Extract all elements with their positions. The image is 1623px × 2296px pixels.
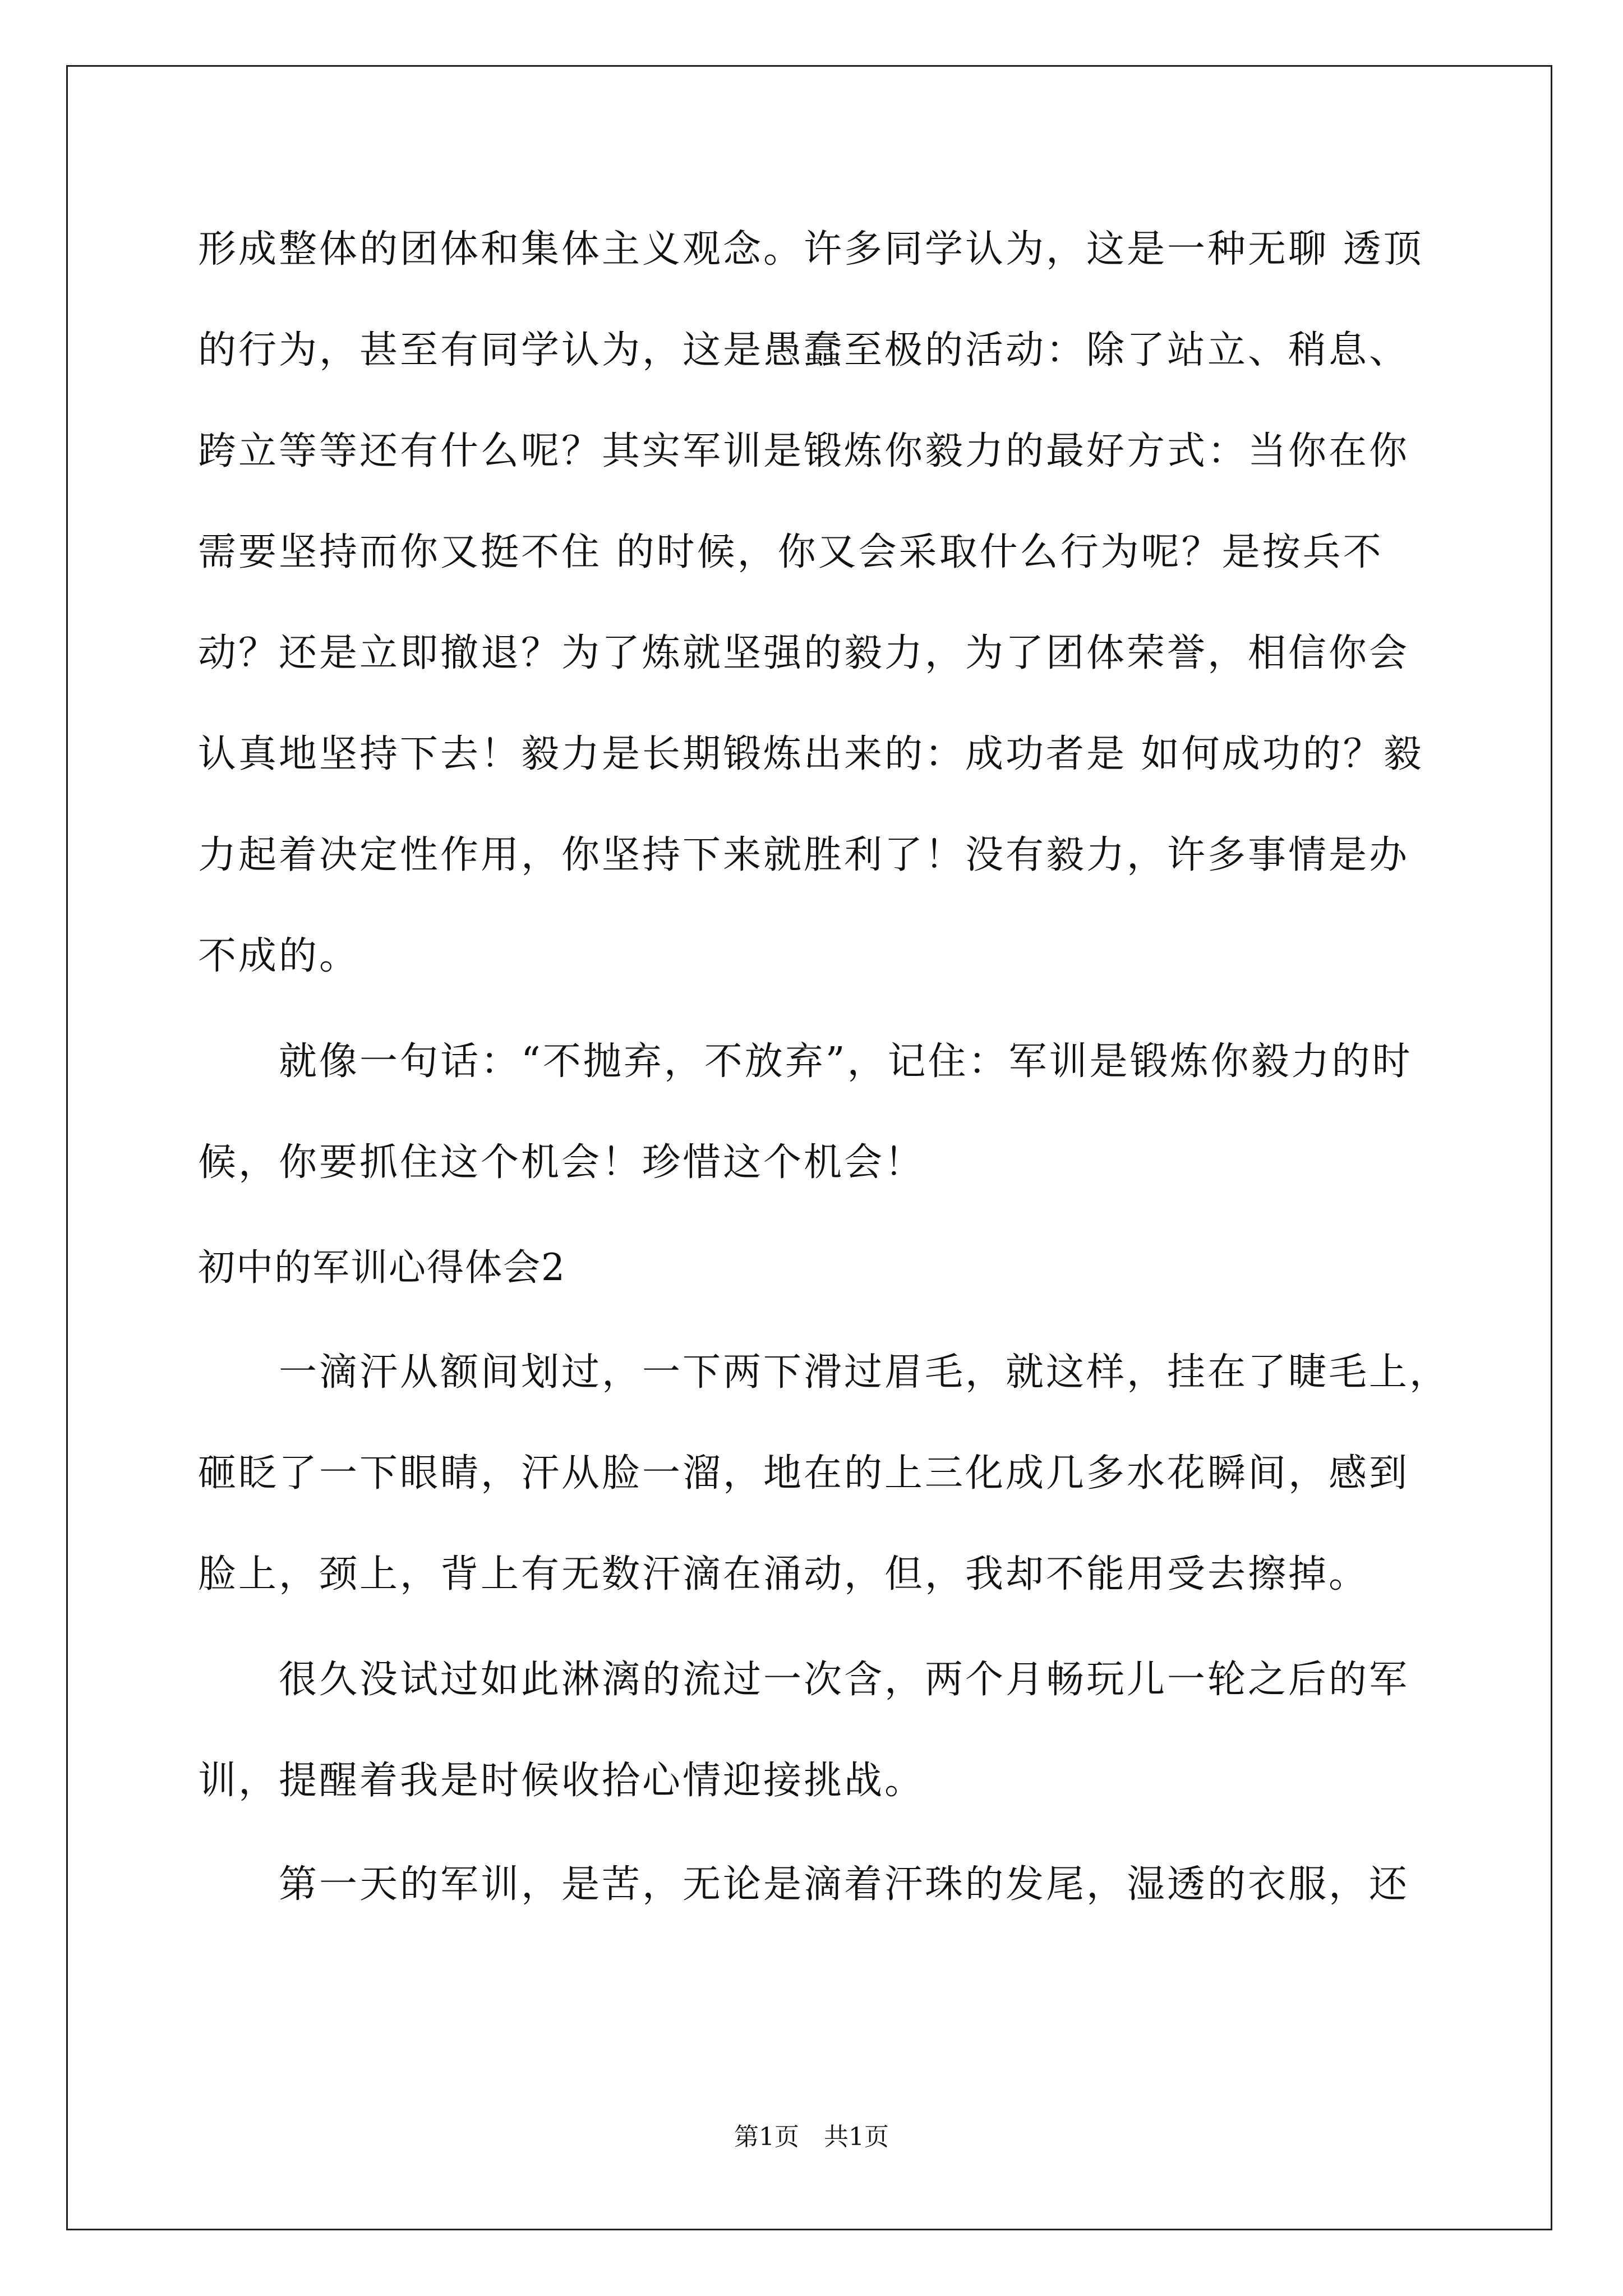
paragraph-line: 一滴汗从额间划过，一下两下滑过眉毛，就这样，挂在了睫毛上，: [198, 1350, 1450, 1395]
paragraph-line: 不成的。: [198, 934, 360, 978]
paragraph-line: 力起着决定性作用，你坚持下来就胜利了！没有毅力，许多事情是办: [198, 833, 1410, 877]
paragraph-line: 动？还是立即撤退？为了炼就坚强的毅力，为了团体荣誉，相信你会: [198, 631, 1410, 675]
page-number: 第1页 共1页: [734, 2123, 889, 2151]
paragraph-line: 很久没试过如此淋漓的流过一次含，两个月畅玩儿一轮之后的军: [198, 1658, 1410, 1702]
paragraph-line: 脸上，颈上，背上有无数汗滴在涌动，但，我却不能用受去擦掉。: [198, 1552, 1370, 1596]
paragraph-line: 的行为，甚至有同学认为，这是愚蠢至极的活动：除了站立、稍息、: [198, 328, 1410, 372]
paragraph-line: 需要坚持而你又挺不住 的时候，你又会采取什么行为呢？是按兵不: [198, 530, 1384, 574]
paragraph-line: 训，提醒着我是时候收拾心情迎接挑战。: [198, 1759, 925, 1803]
paragraph-line: 候，你要抓住这个机会！珍惜这个机会！: [198, 1140, 925, 1185]
paragraph-line: 认真地坚持下去！毅力是长期锻炼出来的：成功者是 如何成功的？毅: [198, 732, 1424, 776]
paragraph-line: 第一天的军训，是苦，无论是滴着汗珠的发尾，湿透的衣服，还: [198, 1862, 1410, 1907]
section-heading: 初中的军训心得体会2: [198, 1246, 566, 1289]
paragraph-line: 砸眨了一下眼睛，汗从脸一溜，地在的上三化成几多水花瞬间，感到: [198, 1451, 1410, 1496]
paragraph-line: 就像一句话：“不抛弃，不放弃”，记住：军训是锻炼你毅力的时: [198, 1039, 1413, 1084]
paragraph-line: 跨立等等还有什么呢？其实军训是锻炼你毅力的最好方式：当你在你: [198, 429, 1410, 473]
paragraph-line: 形成整体的团体和集体主义观念。许多同学认为，这是一种无聊 透顶: [198, 227, 1424, 272]
